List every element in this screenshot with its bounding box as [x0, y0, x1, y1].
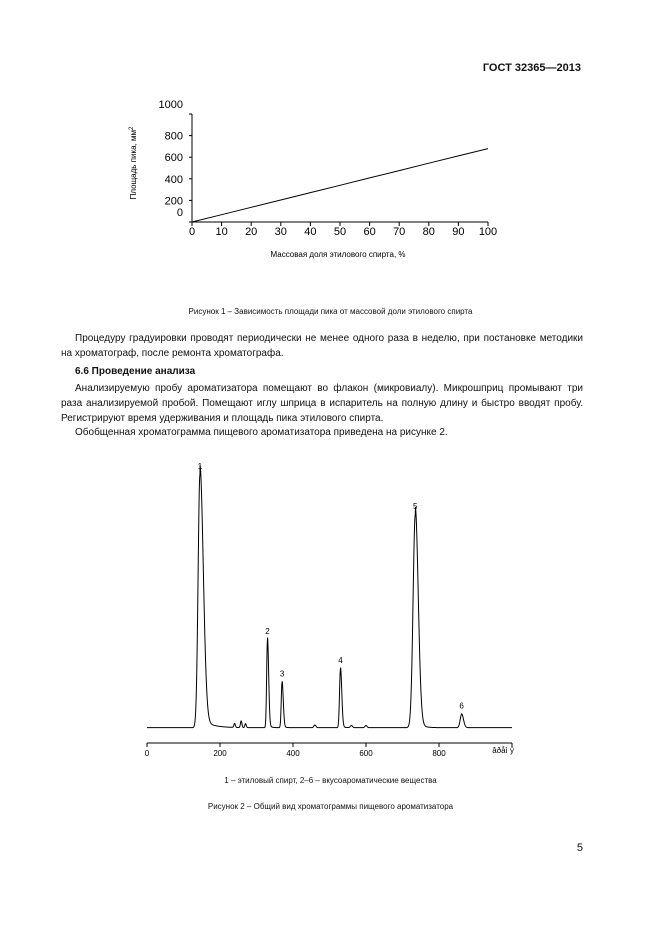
x-tick-label: 100	[478, 226, 498, 238]
peak-label: 4	[338, 656, 343, 666]
y-tick-label: 0	[176, 207, 183, 219]
paragraph-analysis: Анализируемую пробу ароматизатора помещают во флакон (микровиалу). Микрошприц промывают три раза анализируемой пробой. Помещают иглу шприца в испаритель на полную длину и быстро вводят пробу. Регистрируют время удерживания и площадь пика этилового спирта.	[61, 383, 583, 424]
y-tick-label: 400	[164, 173, 183, 186]
x-tick-label: 90	[452, 226, 465, 238]
figure2-legend: 1 – этиловый спирт, 2–6 – вкусоароматические вещества	[224, 776, 437, 785]
peak-label: 2	[265, 626, 270, 636]
x-tick-label: 30	[274, 226, 287, 238]
figure2-caption: Рисунок 2 – Общий вид хроматограммы пищевого ароматизатора	[207, 802, 454, 811]
page-number: 5	[576, 842, 583, 854]
y-tick-label: 200	[164, 195, 183, 208]
x-tick-label: 0	[188, 226, 196, 238]
x-tick-label: 800	[432, 749, 446, 758]
x-tick-label: 0	[144, 749, 150, 758]
y-tick-label: 800	[164, 130, 183, 143]
x-tick-label: 600	[359, 749, 373, 758]
peak-label: 6	[459, 701, 464, 711]
calibration-series-line	[192, 149, 488, 222]
x-tick-label: 60	[363, 226, 376, 238]
figure1-caption: Рисунок 1 – Зависимость площади пика от массовой доли этилового спирта	[188, 307, 473, 316]
peak-label: 3	[279, 669, 285, 679]
x-tick-label: 200	[213, 749, 227, 758]
paragraph-chromatogram-ref: Обобщенная хроматограмма пищевого ароматизатора приведена на рисунке 2.	[75, 427, 448, 438]
x-tick-label: 70	[393, 226, 406, 238]
peak-label: 5	[413, 501, 418, 511]
x-tick-label: 50	[333, 226, 347, 238]
peak-label: 1	[197, 461, 203, 471]
x-axis-unit-label: âðåì ÿ	[492, 746, 514, 755]
x-axis-label: Массовая доля этилового спирта, %	[270, 250, 406, 259]
chromatogram-trace	[147, 465, 512, 727]
x-tick-label: 40	[304, 226, 317, 238]
y-tick-label: 1000	[158, 99, 183, 111]
y-tick-label: 600	[164, 152, 183, 165]
standard-code: ГОСТ 32365—2013	[482, 62, 581, 74]
x-tick-label: 10	[215, 226, 228, 238]
x-tick-label: 400	[286, 749, 300, 758]
x-tick-label: 20	[245, 226, 258, 238]
section-heading-6-6: 6.6 Проведение анализа	[75, 366, 196, 377]
chromatogram-chart	[0, 440, 661, 760]
y-axis-label: Площадь пика, $мм^2$	[129, 126, 138, 200]
calibration-chart	[0, 0, 661, 300]
x-tick-label: 80	[422, 226, 435, 238]
paragraph-calibration: Процедуру градуировки проводят периодически не менее одного раза в неделю, при постановке методики на хроматограф, после ремонта хроматографа.	[61, 333, 583, 359]
